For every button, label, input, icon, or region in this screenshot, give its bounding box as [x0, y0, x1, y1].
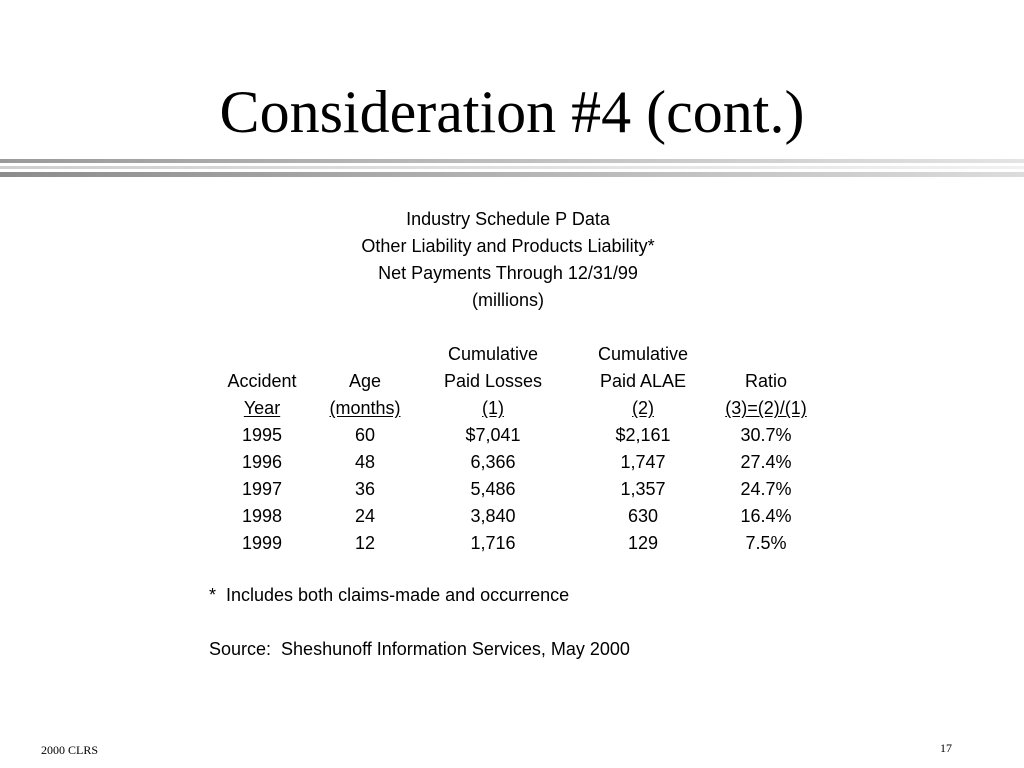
table-cell: 16.4% — [740, 506, 792, 526]
table-cell: 30.7% — [740, 425, 792, 445]
table-cell: 1998 — [241, 506, 283, 526]
table-cell: 129 — [627, 533, 659, 553]
table-heading-line: Net Payments Through 12/31/99 — [378, 263, 638, 283]
footnote: * Includes both claims-made and occurrence — [209, 585, 570, 605]
table-cell: $7,041 — [465, 425, 521, 445]
table-row — [212, 449, 814, 476]
table-cell: 60 — [354, 425, 376, 445]
table-cell: 6,366 — [470, 452, 516, 472]
table-cell: 1,357 — [620, 479, 666, 499]
table-row — [212, 530, 814, 557]
footer-label: 2000 CLRS — [41, 743, 99, 757]
table-cell: 36 — [354, 479, 376, 499]
table-cell: 1,747 — [620, 452, 666, 472]
table-cell: 48 — [354, 452, 376, 472]
table-cell: 1,716 — [470, 533, 516, 553]
table-cell: 1999 — [241, 533, 283, 553]
table-heading — [0, 206, 1016, 314]
header-cell: Cumulative — [597, 344, 689, 364]
table-heading-line: (millions) — [472, 290, 544, 310]
table-row — [212, 422, 814, 449]
header-cell: Paid ALAE — [599, 371, 687, 391]
header-cell: (3)=(2)/(1) — [725, 398, 807, 418]
table-cell: 12 — [354, 533, 376, 553]
header-cell: Ratio — [744, 371, 788, 391]
header-cell: Year — [243, 398, 281, 418]
table-cell: 1996 — [241, 452, 283, 472]
table-header-row — [212, 395, 814, 422]
table-header-row — [212, 368, 814, 395]
table-heading-line: Other Liability and Products Liability* — [361, 236, 655, 256]
table-cell: 24.7% — [740, 479, 792, 499]
table-cell: 3,840 — [470, 506, 516, 526]
table-row — [212, 503, 814, 530]
source-note: Source: Sheshunoff Information Services, May 2000 — [209, 639, 630, 659]
table-cell: $2,161 — [615, 425, 671, 445]
table-cell: 1995 — [241, 425, 283, 445]
table-row — [212, 476, 814, 503]
schedule-p-table — [212, 341, 814, 557]
table-heading-line: Industry Schedule P Data — [406, 209, 610, 229]
header-cell — [718, 341, 814, 368]
table-cell: 1997 — [241, 479, 283, 499]
table-header-row — [212, 341, 814, 368]
header-cell: (1) — [482, 398, 504, 418]
table-cell: 7.5% — [745, 533, 787, 553]
table-cell: 27.4% — [740, 452, 792, 472]
table-cell: 24 — [354, 506, 376, 526]
header-cell — [212, 341, 312, 368]
header-cell: (2) — [632, 398, 654, 418]
table-cell: 630 — [627, 506, 659, 526]
header-cell: Age — [348, 371, 382, 391]
title-divider-line — [0, 172, 1024, 177]
header-cell: Cumulative — [447, 344, 539, 364]
header-cell: Paid Losses — [443, 371, 543, 391]
page-number: 17 — [940, 741, 952, 755]
header-cell: Accident — [227, 371, 297, 391]
title-divider-line — [0, 166, 1024, 169]
header-cell — [312, 341, 418, 368]
table-cell: 5,486 — [470, 479, 516, 499]
header-cell: (months) — [329, 398, 401, 418]
slide-title: Consideration #4 (cont.) — [219, 79, 805, 145]
title-divider-line — [0, 159, 1024, 163]
